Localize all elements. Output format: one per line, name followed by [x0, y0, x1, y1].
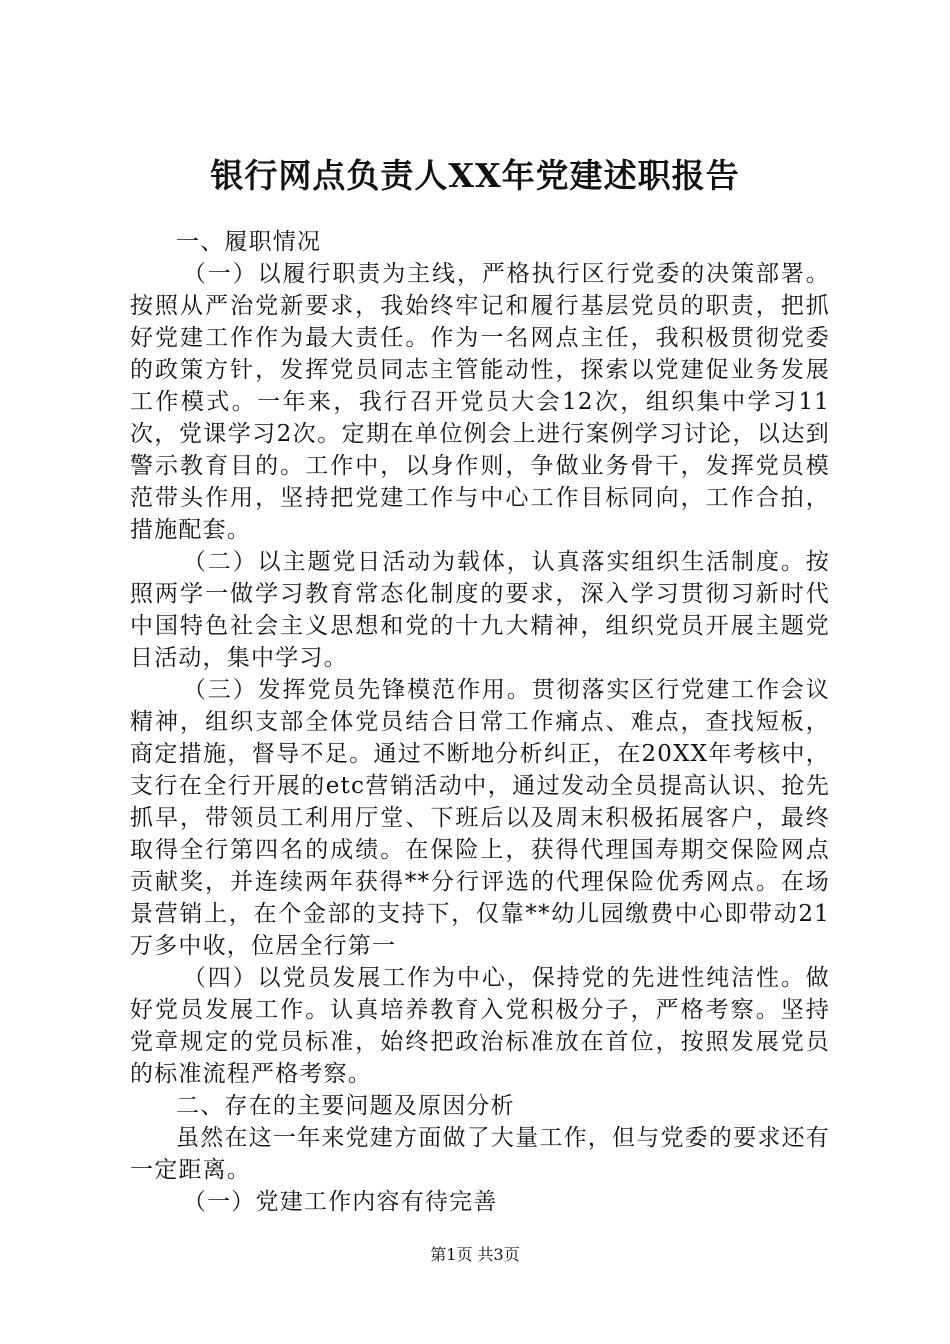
- section-heading-duties: 一、履职情况: [176, 229, 322, 255]
- document-body: [130, 226, 830, 1218]
- paragraph-problems-intro: 虽然在这一年来党建方面做了大量工作，但与党委的要求还有一定距离。: [130, 1125, 830, 1183]
- paragraph-duty-1: （一）以履行职责为主线，严格执行区行党委的决策部署。按照从严治党新要求，我始终牢记和履行基层党员的职责，把抓好党建工作作为最大责任。作为一名网点主任，我积极贯彻党委的政策方针，发挥党员同志主管能动性，探索以党建促业务发展工作模式。一年来，我行召开党员大会12次，组织集中学习11次，党课学习2次。定期在单位例会上进行案例学习讨论，以达到警示教育目的。工作中，以身作则，争做业务骨干，发挥党员模范带头作用，坚持把党建工作与中心工作目标同向，工作合拍，措施配套。: [130, 261, 830, 543]
- page-number-footer: 第1页 共3页: [430, 1245, 520, 1264]
- document-title: 银行网点负责人XX年党建述职报告: [210, 156, 740, 195]
- section-heading-problems: 二、存在的主要问题及原因分析: [176, 1093, 515, 1119]
- paragraph-duty-3: （三）发挥党员先锋模范作用。贯彻落实区行党建工作会议精神，组织支部全体党员结合日常工作痛点、难点，查找短板，商定措施，督导不足。通过不断地分析纠正，在20XX年考核中，支行在全行开展的etc营销活动中，通过发动全员提高认识、抢先抓早，带领员工利用厅堂、下班后以及周末积极拓展客户，最终取得全行第四名的成绩。在保险上，获得代理国寿期交保险网点贡献奖，并连续两年获得**分行评选的代理保险优秀网点。在场景营销上，在个金部的支持下，仅靠**幼儿园缴费中心即带动21万多中收，位居全行第一: [130, 677, 830, 959]
- paragraph-problem-1: （一）党建工作内容有待完善: [182, 1189, 498, 1215]
- paragraph-duty-2: （二）以主题党日活动为载体，认真落实组织生活制度。按照两学一做学习教育常态化制度的要求，深入学习贯彻习新时代中国特色社会主义思想和党的十九大精神，组织党员开展主题党日活动，集中学习。: [130, 549, 830, 671]
- paragraph-duty-4: （四）以党员发展工作为中心，保持党的先进性纯洁性。做好党员发展工作。认真培养教育入党积极分子，严格考察。坚持党章规定的党员标准，始终把政治标准放在首位，按照发展党员的标准流程严格考察。: [130, 965, 830, 1087]
